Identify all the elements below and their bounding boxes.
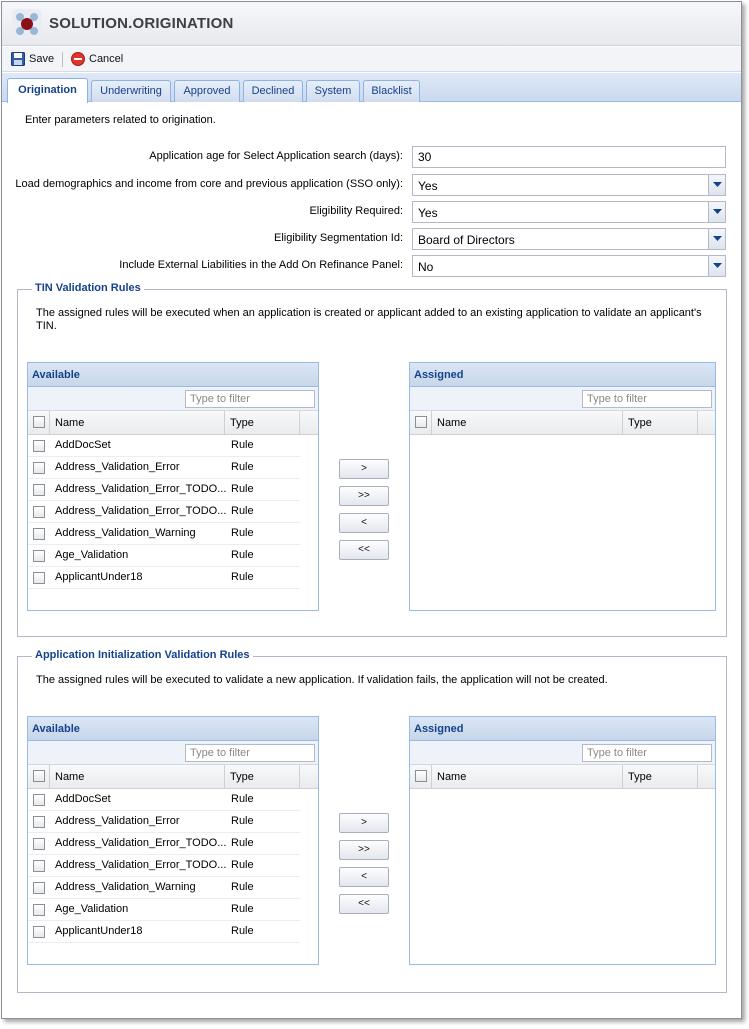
- add-selected-button[interactable]: >: [339, 459, 389, 479]
- select-all-cell: [410, 411, 432, 434]
- intro-text: Enter parameters related to origination.: [25, 114, 216, 126]
- init-assigned-filter-input[interactable]: Type to filter: [582, 744, 712, 762]
- init-assigned-columns: [410, 765, 715, 789]
- eligibility-required-value: Yes: [418, 206, 438, 220]
- include-external-label: Include External Liabilities in the Add On Refinance Panel:: [119, 259, 403, 271]
- select-all-checkbox[interactable]: [33, 416, 45, 428]
- table-row[interactable]: [28, 523, 300, 545]
- load-demographics-value: Yes: [418, 179, 438, 193]
- row-checkbox[interactable]: [33, 882, 45, 894]
- init-available-title: Available: [28, 717, 318, 741]
- table-row[interactable]: [28, 789, 300, 811]
- rule-type: Rule: [231, 903, 254, 915]
- tab-approved[interactable]: Approved: [174, 80, 240, 102]
- rule-type: Rule: [231, 881, 254, 893]
- row-checkbox[interactable]: [33, 860, 45, 872]
- select-all-checkbox[interactable]: [415, 416, 427, 428]
- init-validation-legend: Application Initialization Validation Rules: [32, 649, 253, 661]
- load-demographics-label: Load demographics and income from core and previous application (SSO only):: [15, 178, 403, 190]
- table-row[interactable]: [28, 457, 300, 479]
- table-row[interactable]: [28, 833, 300, 855]
- eligibility-segmentation-row: [2, 228, 741, 250]
- table-row[interactable]: [28, 899, 300, 921]
- chevron-down-icon[interactable]: [708, 175, 725, 195]
- table-row[interactable]: [28, 545, 300, 567]
- tin-assigned-filter-input[interactable]: Type to filter: [582, 390, 712, 408]
- tab-declined[interactable]: Declined: [243, 80, 303, 102]
- row-checkbox[interactable]: [33, 926, 45, 938]
- column-type-header[interactable]: Type: [225, 411, 300, 434]
- include-external-select[interactable]: [412, 255, 726, 277]
- tab-blacklist[interactable]: Blacklist: [363, 80, 420, 102]
- tin-assigned-title: Assigned: [410, 363, 715, 387]
- init-available-columns: [28, 765, 318, 789]
- column-name-header[interactable]: Name: [432, 411, 623, 434]
- chevron-down-icon[interactable]: [708, 256, 725, 276]
- table-row[interactable]: [28, 435, 300, 457]
- select-all-cell: [28, 765, 50, 788]
- tin-assigned-filter-bar: [410, 387, 715, 411]
- init-available-filter-bar: [28, 741, 318, 765]
- include-external-row: [2, 255, 741, 277]
- select-all-checkbox[interactable]: [33, 770, 45, 782]
- rule-type: Rule: [231, 793, 254, 805]
- eligibility-required-select[interactable]: [412, 201, 726, 223]
- chevron-down-icon[interactable]: [708, 229, 725, 249]
- eligibility-required-row: [2, 201, 741, 223]
- rule-type: Rule: [231, 837, 254, 849]
- rule-type: Rule: [231, 505, 254, 517]
- row-checkbox[interactable]: [33, 838, 45, 850]
- tin-available-filter-input[interactable]: Type to filter: [185, 390, 315, 408]
- row-checkbox[interactable]: [33, 440, 45, 452]
- toolbar: [2, 47, 741, 72]
- tin-validation-legend: TIN Validation Rules: [32, 282, 144, 294]
- add-all-button[interactable]: >>: [339, 840, 389, 860]
- tin-available-rows: [28, 435, 318, 589]
- rule-type: Rule: [231, 815, 254, 827]
- rule-type: Rule: [231, 483, 254, 495]
- tin-assigned-columns: [410, 411, 715, 435]
- app-window: [1, 1, 742, 1019]
- rule-name: Address_Validation_Warning: [55, 881, 196, 893]
- init-validation-group: [17, 649, 727, 993]
- remove-all-button[interactable]: <<: [339, 540, 389, 560]
- chevron-down-icon[interactable]: [708, 202, 725, 222]
- init-available-rows: [28, 789, 318, 943]
- tin-validation-description: The assigned rules will be executed when an application is created or applicant added to an existing application to validate an applicant's TIN.: [36, 307, 702, 332]
- rule-name: ApplicantUnder18: [55, 925, 143, 937]
- app-age-label: Application age for Select Application search (days):: [149, 150, 403, 162]
- table-row[interactable]: [28, 811, 300, 833]
- load-demographics-select[interactable]: [412, 174, 726, 196]
- remove-selected-button[interactable]: <: [339, 513, 389, 533]
- tab-underwriting[interactable]: Underwriting: [91, 80, 171, 102]
- rule-name: Address_Validation_Error_TODO...: [55, 859, 227, 871]
- app-title: SOLUTION.ORIGINATION: [49, 15, 234, 32]
- tin-available-title: Available: [28, 363, 318, 387]
- cancel-icon: [71, 52, 85, 66]
- init-available-grid: [27, 716, 319, 965]
- origination-panel: [2, 103, 741, 1018]
- table-row[interactable]: [28, 877, 300, 899]
- tab-strip: [2, 73, 741, 102]
- column-type-header[interactable]: Type: [623, 765, 698, 788]
- row-checkbox[interactable]: [33, 794, 45, 806]
- eligibility-segmentation-select[interactable]: [412, 228, 726, 250]
- row-checkbox[interactable]: [33, 528, 45, 540]
- row-checkbox[interactable]: [33, 904, 45, 916]
- column-type-header[interactable]: Type: [225, 765, 300, 788]
- row-checkbox[interactable]: [33, 572, 45, 584]
- rule-type: Rule: [231, 571, 254, 583]
- rule-name: Address_Validation_Error_TODO...: [55, 483, 227, 495]
- eligibility-segmentation-label: Eligibility Segmentation Id:: [273, 232, 403, 244]
- add-all-button[interactable]: >>: [339, 486, 389, 506]
- select-all-cell: [28, 411, 50, 434]
- select-all-cell: [410, 765, 432, 788]
- title-bar: [2, 2, 741, 46]
- toolbar-separator: [62, 52, 63, 67]
- app-age-row: [2, 146, 741, 168]
- rule-name: Address_Validation_Error_TODO...: [55, 505, 227, 517]
- select-all-checkbox[interactable]: [415, 770, 427, 782]
- table-row[interactable]: [28, 855, 300, 877]
- rule-type: Rule: [231, 859, 254, 871]
- rule-name: AddDocSet: [55, 439, 111, 451]
- rule-name: Address_Validation_Error: [55, 461, 180, 473]
- save-label: Save: [29, 53, 55, 65]
- add-selected-button[interactable]: >: [339, 813, 389, 833]
- table-row[interactable]: [28, 501, 300, 523]
- init-assigned-title: Assigned: [410, 717, 715, 741]
- tin-validation-group: [17, 282, 727, 637]
- tab-origination[interactable]: Origination: [7, 78, 88, 103]
- cancel-label: Cancel: [89, 53, 124, 65]
- column-name-header[interactable]: Name: [432, 765, 623, 788]
- column-name-header[interactable]: Name: [50, 765, 225, 788]
- tab-system[interactable]: System: [306, 80, 360, 102]
- init-assigned-grid: [409, 716, 716, 965]
- save-icon: [11, 52, 25, 66]
- rule-name: Address_Validation_Warning: [55, 527, 196, 539]
- rule-type: Rule: [231, 527, 254, 539]
- row-checkbox[interactable]: [33, 484, 45, 496]
- column-type-header[interactable]: Type: [623, 411, 698, 434]
- table-row[interactable]: [28, 921, 300, 943]
- include-external-value: No: [418, 260, 434, 274]
- tin-available-grid: [27, 362, 319, 611]
- eligibility-required-label: Eligibility Required:: [309, 205, 403, 217]
- row-checkbox[interactable]: [33, 506, 45, 518]
- rule-name: Age_Validation: [55, 549, 129, 561]
- rule-type: Rule: [231, 925, 254, 937]
- tin-assigned-grid: [409, 362, 716, 611]
- cancel-button[interactable]: [71, 52, 123, 66]
- remove-selected-button[interactable]: <: [339, 867, 389, 887]
- column-name-header[interactable]: Name: [50, 411, 225, 434]
- row-checkbox[interactable]: [33, 550, 45, 562]
- rule-name: Address_Validation_Error_TODO...: [55, 837, 227, 849]
- table-row[interactable]: [28, 567, 300, 589]
- save-button[interactable]: [11, 52, 54, 66]
- remove-all-button[interactable]: <<: [339, 894, 389, 914]
- init-available-filter-input[interactable]: Type to filter: [185, 744, 315, 762]
- rule-type: Rule: [231, 439, 254, 451]
- tin-available-columns: [28, 411, 318, 435]
- init-assigned-filter-bar: [410, 741, 715, 765]
- row-checkbox[interactable]: [33, 462, 45, 474]
- table-row[interactable]: [28, 479, 300, 501]
- init-validation-description: The assigned rules will be executed to validate a new application. If validation fails, the application will not be created.: [36, 674, 608, 686]
- rule-name: Address_Validation_Error: [55, 815, 180, 827]
- rule-name: ApplicantUnder18: [55, 571, 143, 583]
- app-age-input[interactable]: 30: [412, 146, 726, 168]
- load-demographics-row: [2, 174, 741, 196]
- tin-available-filter-bar: [28, 387, 318, 411]
- rule-type: Rule: [231, 461, 254, 473]
- rule-name: AddDocSet: [55, 793, 111, 805]
- app-logo-icon: [11, 8, 43, 40]
- rule-name: Age_Validation: [55, 903, 129, 915]
- rule-type: Rule: [231, 549, 254, 561]
- eligibility-segmentation-value: Board of Directors: [418, 233, 515, 247]
- row-checkbox[interactable]: [33, 816, 45, 828]
